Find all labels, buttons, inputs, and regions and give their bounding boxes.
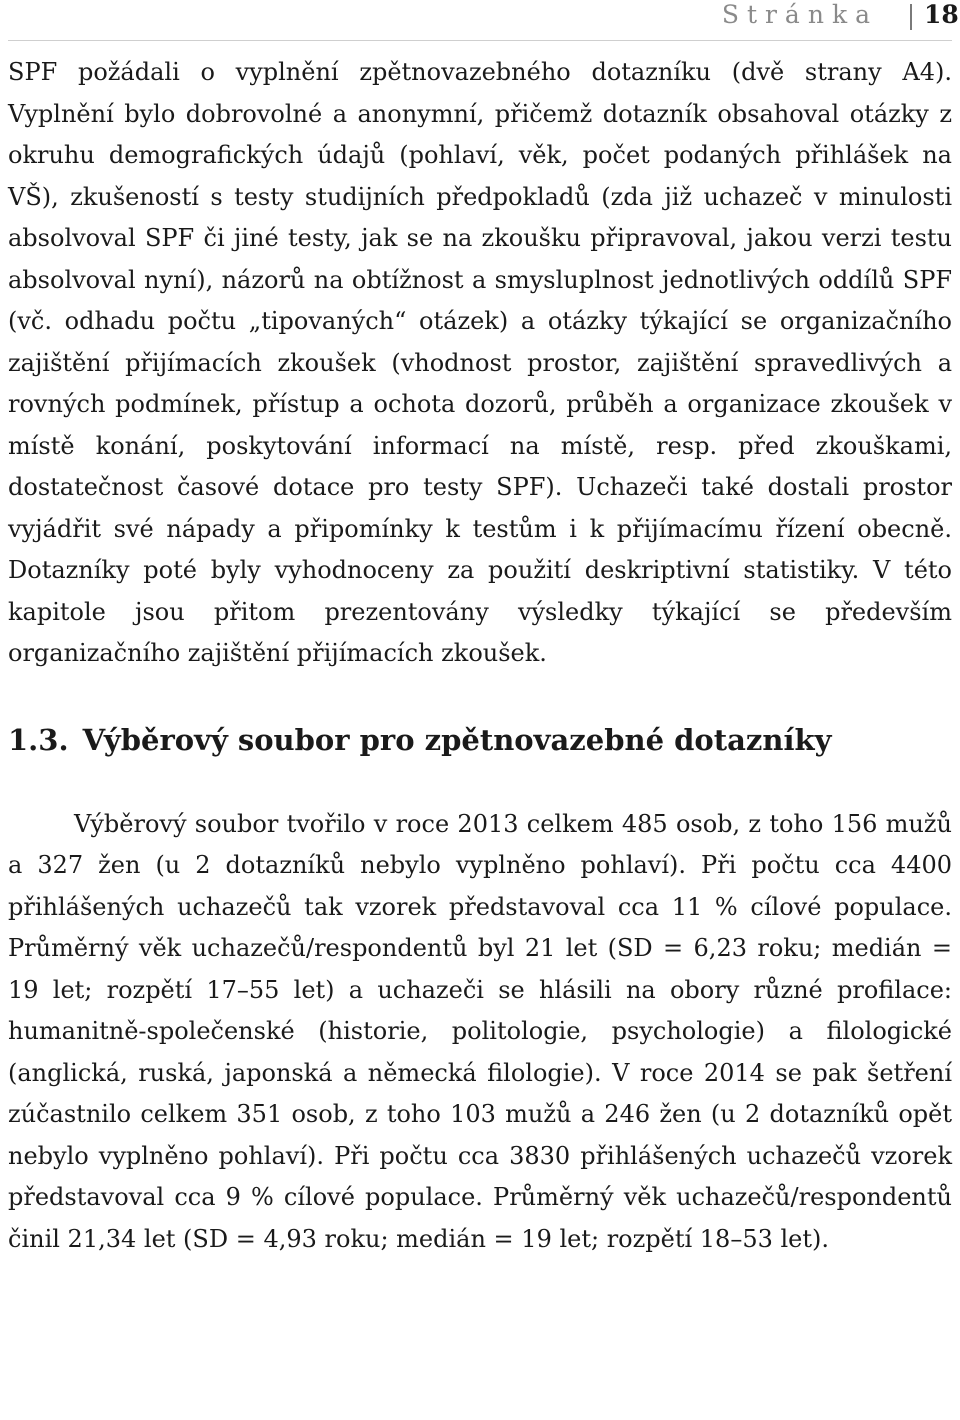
paragraph-methods: SPF požádali o vyplnění zpětnovazebného dotazníku (dvě strany A4). Vyplnění bylo dobrovolné a anonymní, přičemž dotazník obsahoval otázky z okruhu demografických údajů (pohlaví, věk, počet podaných přihlášek na VŠ), zkušeností s testy studijních předpokladů (zda již uchazeč v minulosti absolvoval SPF či jiné testy, jak se na zkoušku připravoval, jakou verzi testu absolvoval nyní), názorů na obtížnost a smysluplnost jednotlivých oddílů SPF (vč. odhadu počtu „tipovaných“ otázek) a otázky týkající se organizačního zajištění přijímacích zkoušek (vhodnost prostor, zajištění spravedlivých a rovných podmínek, přístup a ochota dozorů, průběh a organizace zkoušek v místě konání, poskytování informací na místě, resp. před zkouškami, dostatečnost časové dotace pro testy SPF). Uchazeči také dostali prostor vyjádřit své nápady a připomínky k testům i k přijímacímu řízení obecně. Dotazníky poté byly vyhodnoceny za použití deskriptivní statistiky. V této kapitole jsou přitom prezentovány výsledky týkající se především organizačního zajištění přijímacích zkoušek. bbox=[8, 58, 952, 667]
running-header-label: Stránka bbox=[721, 0, 878, 29]
page-header bbox=[0, 0, 960, 44]
page-number: 18 bbox=[924, 0, 959, 29]
document-body bbox=[8, 52, 952, 1260]
section-title: Výběrový soubor pro zpětnovazebné dotazníky bbox=[82, 722, 832, 757]
header-divider-bar bbox=[910, 4, 912, 30]
paragraph-sample: Výběrový soubor tvořilo v roce 2013 celkem 485 osob, z toho 156 mužů a 327 žen (u 2 dotazníků nebylo vyplněno pohlaví). Při počtu cca 4400 přihlášených uchazečů tak vzorek představoval cca 11 % cílové populace. Průměrný věk uchazečů/respondentů byl 21 let (SD = 6,23 roku; medián = 19 let; rozpětí 17–55 let) a uchazeči se hlásili na obory různé profilace: humanitně-společenské (historie, politologie, psychologie) a filologické (anglická, ruská, japonská a německá filologie). V roce 2014 se pak šetření zúčastnilo celkem 351 osob, z toho 103 mužů a 246 žen (u 2 dotazníků opět nebylo vyplněno pohlaví). Při počtu cca 3830 přihlášených uchazečů vzorek představoval cca 9 % cílové populace. Průměrný věk uchazečů/​respondentů činil 21,34 let (SD = 4,93 roku; medián = 19 let; rozpětí 18–53 let). bbox=[8, 809, 952, 1253]
header-rule bbox=[8, 40, 952, 41]
section-number: 1.3. bbox=[8, 722, 69, 757]
section-heading bbox=[8, 720, 952, 760]
